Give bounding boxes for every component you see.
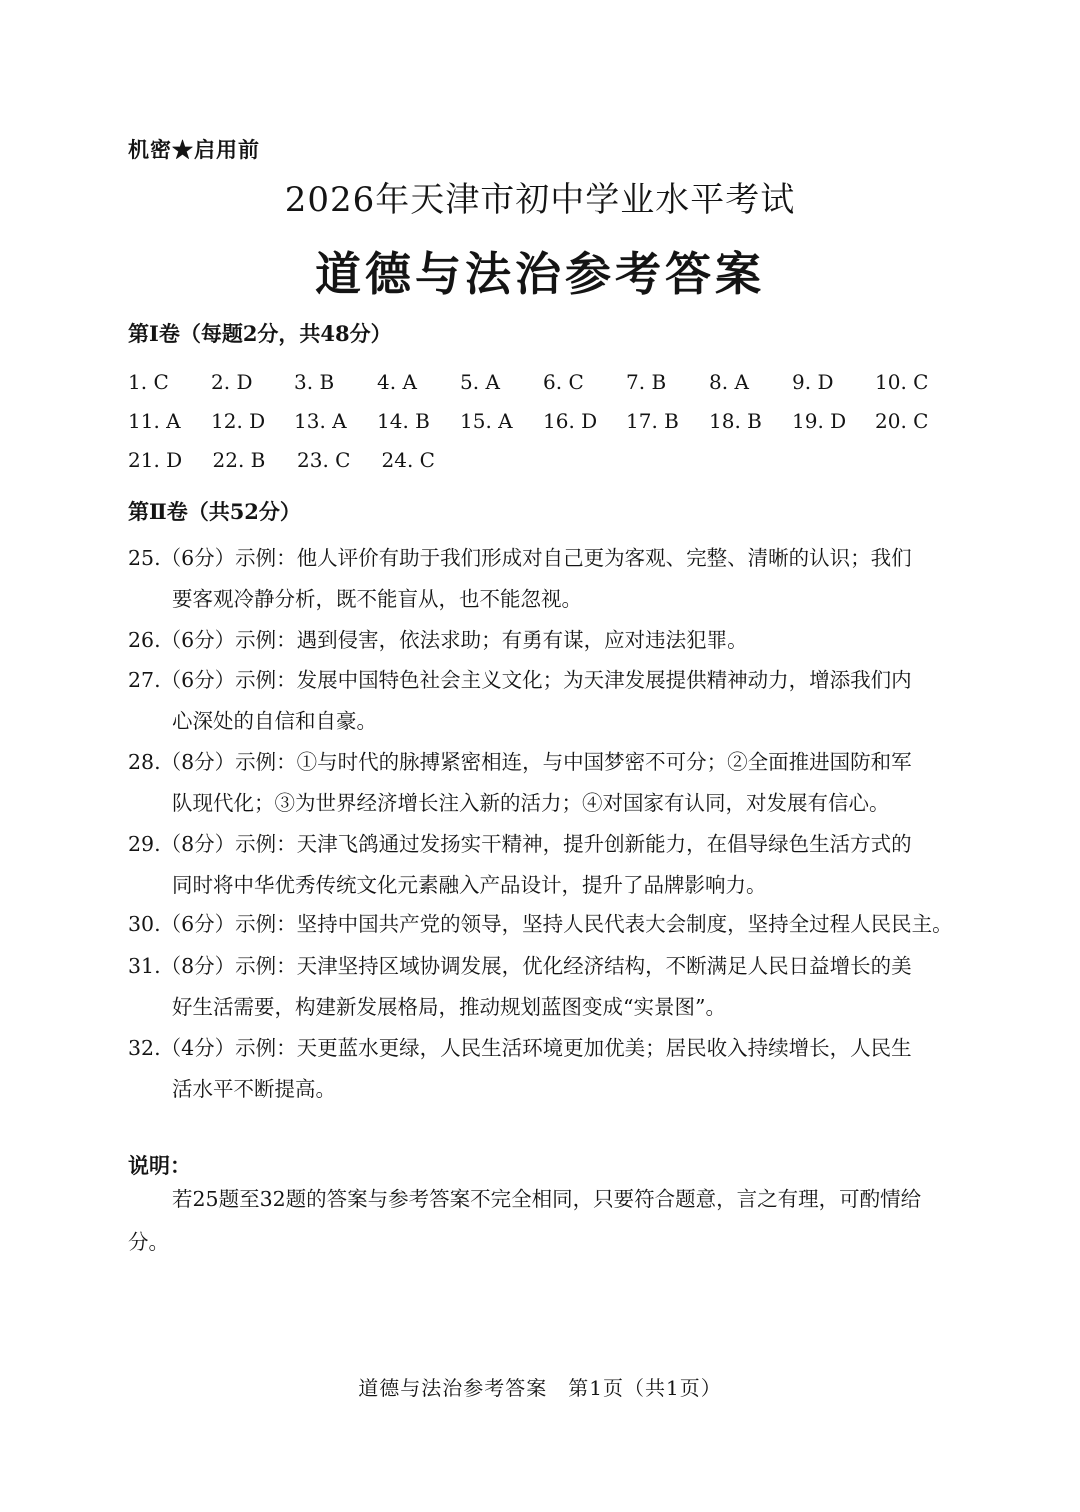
answer-item: 10. C [875, 369, 929, 394]
question-text: 29.（8分）示例：天津飞鸽通过发扬实干精神，提升创新能力，在倡导绿色生活方式的 [128, 832, 912, 856]
answer-item: 11. A [128, 408, 181, 433]
question-text-continued: 活水平不断提高。 [172, 1077, 336, 1101]
document-title: 道德与法治参考答案 [315, 247, 765, 301]
answer-row [128, 401, 958, 440]
answer-item: 9. D [792, 369, 834, 394]
question-29 [128, 824, 952, 906]
answer-item: 7. B [626, 369, 667, 394]
answer-item: 23. C [297, 447, 351, 472]
answer-item: 21. D [128, 447, 183, 472]
exam-title: 2026年天津市初中学业水平考试 [284, 180, 796, 220]
question-text-continued: 要客观冷静分析，既不能盲从，也不能忽视。 [172, 587, 582, 611]
answer-item: 2. D [211, 369, 253, 394]
answer-item: 16. D [543, 408, 598, 433]
question-text: 31.（8分）示例：天津坚持区域协调发展，优化经济结构，不断满足人民日益增长的美 [128, 954, 912, 978]
answer-item: 14. B [377, 408, 430, 433]
question-text: 30.（6分）示例：坚持中国共产党的领导，坚持人民代表大会制度，坚持全过程人民民主。 [128, 912, 953, 936]
question-text: 28.（8分）示例：①与时代的脉搏紧密相连，与中国梦密不可分；②全面推进国防和军 [128, 750, 912, 774]
answer-row [128, 362, 958, 401]
question-text-continued: 队现代化；③为世界经济增长注入新的活力；④对国家有认同，对发展有信心。 [172, 791, 890, 815]
answer-item: 18. B [709, 408, 762, 433]
answer-item: 8. A [709, 369, 749, 394]
notes-heading: 说明： [128, 1153, 191, 1178]
answer-item: 12. D [211, 408, 266, 433]
question-text: 26.（6分）示例：遇到侵害，依法求助；有勇有谋，应对违法犯罪。 [128, 628, 748, 652]
answer-item: 13. A [294, 408, 347, 433]
part2-heading: 第Ⅱ卷（共52分） [128, 499, 301, 524]
multiple-choice-answers [128, 362, 958, 479]
question-26 [128, 620, 952, 661]
answer-row [128, 440, 958, 479]
question-31 [128, 946, 952, 1028]
question-27 [128, 660, 952, 742]
answer-item: 4. A [377, 369, 417, 394]
page-footer: 道德与法治参考答案 第1页（共1页） [358, 1376, 722, 1400]
question-30 [128, 904, 952, 945]
answer-item: 3. B [294, 369, 335, 394]
answer-item: 15. A [460, 408, 513, 433]
question-32 [128, 1028, 952, 1110]
question-text-continued: 同时将中华优秀传统文化元素融入产品设计，提升了品牌影响力。 [172, 873, 767, 897]
answer-item: 5. A [460, 369, 500, 394]
answer-item: 1. C [128, 369, 169, 394]
question-text-continued: 心深处的自信和自豪。 [172, 709, 377, 733]
notes-text: 若25题至32题的答案与参考答案不完全相同，只要符合题意，言之有理，可酌情给分。 [128, 1187, 922, 1254]
question-text-continued: 好生活需要，构建新发展格局，推动规划蓝图变成“实景图”。 [172, 995, 726, 1019]
question-text: 25.（6分）示例：他人评价有助于我们形成对自己更为客观、完整、清晰的认识；我们 [128, 546, 912, 570]
confidential-label: 机密★启用前 [128, 137, 260, 162]
part1-heading: 第Ⅰ卷（每题2分，共48分） [128, 321, 392, 346]
question-28 [128, 742, 952, 824]
question-text: 32.（4分）示例：天更蓝水更绿，人民生活环境更加优美；居民收入持续增长，人民生 [128, 1036, 912, 1060]
question-25 [128, 538, 952, 620]
answer-item: 20. C [875, 408, 929, 433]
answer-item: 17. B [626, 408, 679, 433]
answer-item: 24. C [381, 447, 435, 472]
question-text: 27.（6分）示例：发展中国特色社会主义文化；为天津发展提供精神动力，增添我们内 [128, 668, 912, 692]
answer-item: 6. C [543, 369, 584, 394]
answer-item: 19. D [792, 408, 847, 433]
answer-item: 22. B [212, 447, 266, 472]
